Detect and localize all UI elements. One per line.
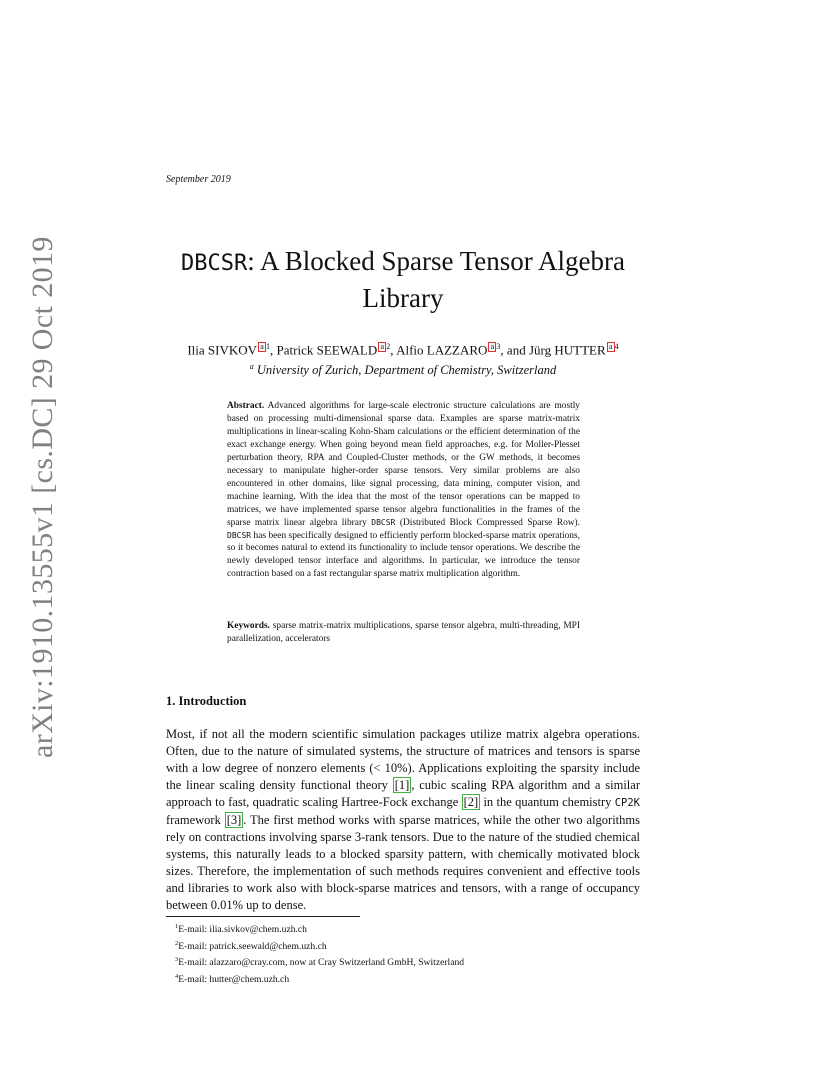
section-heading: 1. Introduction [166,694,247,708]
footnote-number: 3 [175,956,179,964]
title-library-name: DBCSR [180,251,248,276]
affiliation-mark: a [249,362,254,371]
footnote-mark[interactable]: 2 [386,342,391,351]
footnote [175,920,464,937]
citation-link[interactable]: [2] [463,795,479,810]
affiliation-link[interactable]: a [488,342,496,352]
footnote-number: 2 [175,939,179,947]
paper-title [0,244,806,315]
citation-link[interactable]: [3] [226,813,242,828]
intro-text: Most, if not all the modern scientific simulation packages utilize matrix algebra operations. Often, due to the nature of simulated systems, the structure of matrices and tensors is sparse with a low degree of nonzero elements (< 10%). Applications exploiting the sparsity include the linear scaling density functional theory [166,727,640,793]
footnotes [175,920,464,986]
intro-paragraph [166,726,640,915]
author-name: Ilia SIVKOV [187,342,258,358]
footnote-number: 1 [175,923,179,930]
affiliation-link[interactable]: a [607,342,615,352]
citation-link[interactable]: [1] [394,778,410,793]
intro-text: framework [166,813,225,828]
abstract-mono: DBCSR [371,517,396,527]
footnote-mark[interactable]: 4 [614,342,619,351]
affiliation-link[interactable]: a [378,342,386,352]
author-name: Alfio LAZZARO [396,342,488,358]
title-line1: : A Blocked Sparse Tensor Algebra [247,246,626,276]
abstract-text: (Distributed Block Compressed Sparse Row). [395,517,580,528]
abstract-label: Abstract. [227,401,265,411]
footnote [175,953,464,970]
author-separator: , [390,342,397,358]
footnote-text: E-mail: hutter@chem.uzh.ch [178,973,290,985]
abstract-text: Advanced algorithms for large-scale electronic structure calculations are mostly based on processing multi-dimensional sparse data. Examples are sparse matrix-matrix multiplications in linear-scaling Kohn-Sham calculations or the efficient determination of the exact exchange energy. When going beyond mean field approaches, e.g. for Moller-Plesset perturbation theory, RPA and Coupled-Cluster methods, or the GW methods, it becomes necessary to manipulate higher-order sparse tensors. Very similar problems are also encountered in other domains, like signal processing, data mining, computer vision, and machine learning. With the idea that the most of the tensor operations can be mapped to matrices, we have implemented sparse tensor algebra functionalities in the frames of the sparse matrix linear algebra library [227,401,580,528]
footnote [175,970,464,987]
author-name: Jürg HUTTER [528,342,606,358]
affiliation-link[interactable]: a [258,342,266,352]
keywords-text: sparse matrix-matrix multiplications, sparse tensor algebra, multi-threading, MPI parallelization, accelerators [227,621,580,644]
affiliation-text: University of Zurich, Department of Chemistry, Switzerland [256,363,557,378]
footnote-mark[interactable]: 1 [266,342,271,351]
footnote-rule [166,916,360,917]
footnote [175,937,464,954]
intro-mono: CP2K [614,797,641,810]
intro-text: , cubic scaling RPA algorithm and a similar approach to fast, quadratic scaling Hartree-Fock exchange [166,778,640,810]
abstract-text: has been specifically designed to efficiently perform blocked-sparse matrix operations, so it becomes natural to extend its functionality to include tensor operations. We describe the newly developed tensor interface and algorithms. In particular, we introduce the tensor contraction based on a fast rectangular sparse matrix multiplication algorithm. [227,530,580,580]
author-separator: , and [500,342,529,358]
title-line2: Library [362,283,444,313]
abstract-mono: DBCSR [227,530,252,540]
footnote-text: E-mail: patrick.seewald@chem.uzh.ch [178,940,327,952]
author-separator: , [270,342,277,358]
keywords [227,620,580,646]
author-list [0,342,806,358]
date: September 2019 [166,174,231,185]
author-name: Patrick SEEWALD [276,342,378,358]
intro-text: . The first method works with sparse matrices, while the other two algorithms rely on contractions involving sparse 3-rank tensors. Due to the nature of the studied chemical systems, this naturally leads to a blocked sparsity pattern, with chemically motivated block sizes. Therefore, the implementation of such methods requires convenient and effective tools and libraries to work also with block-sparse matrices and tensors, with a range of occupancy between 0.01% up to dense. [166,813,640,913]
footnote-text: E-mail: ilia.sivkov@chem.uzh.ch [178,924,307,936]
abstract [227,400,580,581]
keywords-label: Keywords. [227,621,270,631]
intro-text: in the quantum chemistry [480,795,615,810]
arxiv-stamp: arXiv:1910.13555v1 [cs.DC] 29 Oct 2019 [26,236,59,758]
affiliation [0,362,806,378]
footnote-text: E-mail: alazzaro@cray.com, now at Cray Switzerland GmbH, Switzerland [178,957,465,969]
footnote-number: 4 [175,972,179,980]
footnote-mark[interactable]: 3 [496,342,501,351]
